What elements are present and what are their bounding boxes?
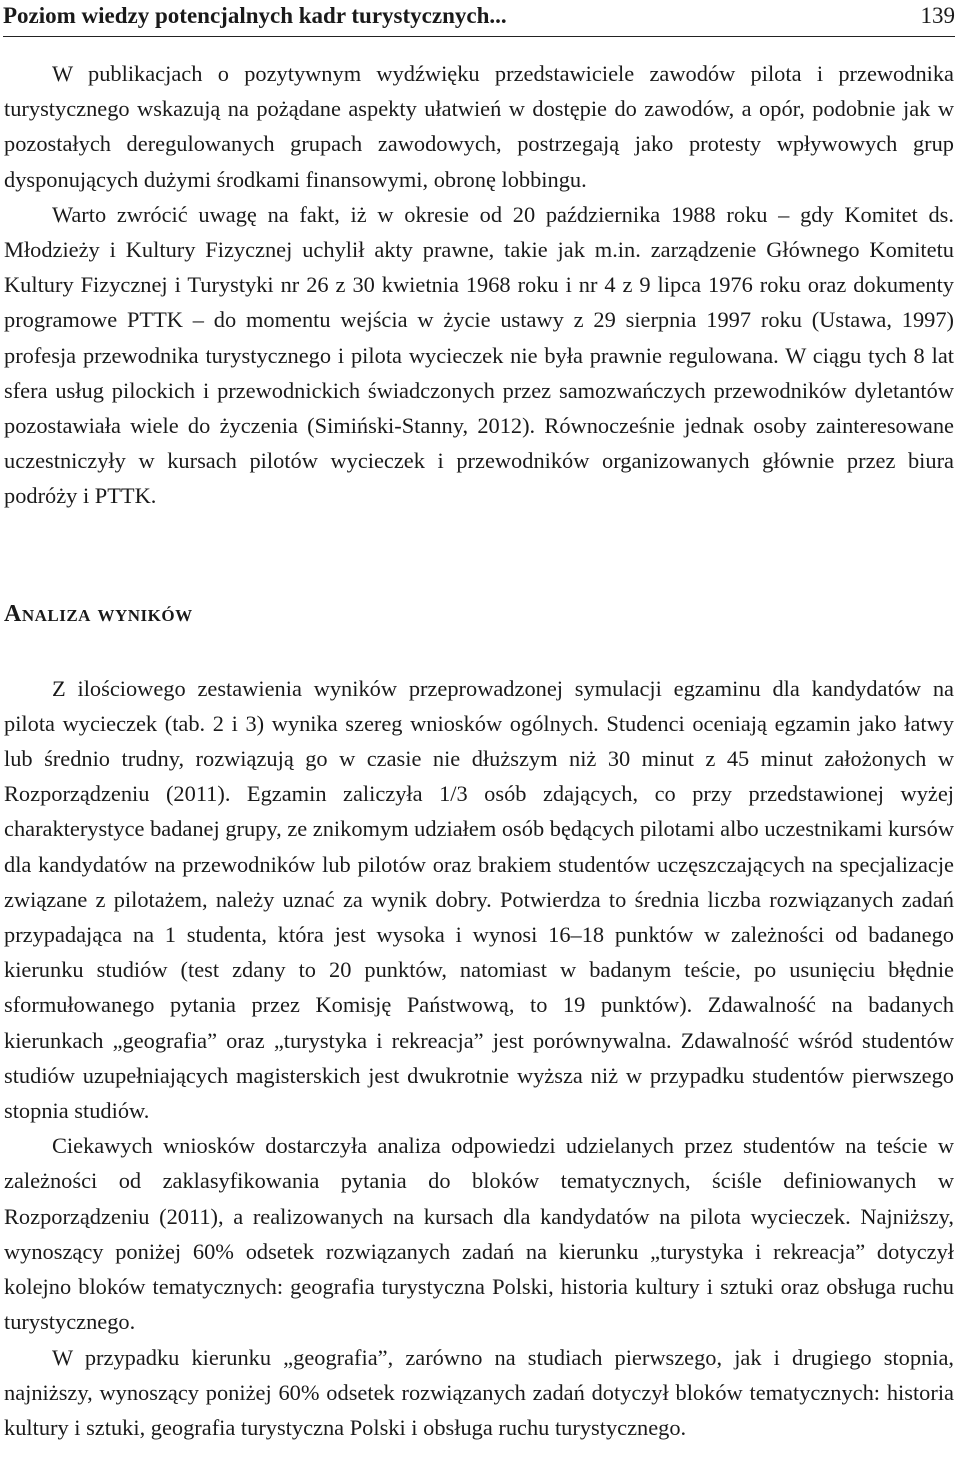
page-body xyxy=(4,56,954,1445)
page-number: 139 xyxy=(920,3,955,28)
paragraph: Ciekawych wniosków dostarczyła analiza odpowiedzi udzielanych przez studentów na teście w zależności od zaklasyfikowania pytania do bloków tematycznych, ściśle definiowanych w Rozporządzeniu (2011), a realizowanych na kursach dla kandydatów na pilota wycieczek. Najniższy, wynoszący poniżej 60% odsetek rozwiązanych zadań na kierunku „turystyka i rekreacja” dotyczył kolejno bloków tematycznych: geografia turystyczna Polski, historia kultury i sztuki oraz obsługa ruchu turystycznego. xyxy=(4,1133,954,1335)
running-head-title: Poziom wiedzy potencjalnych kadr turystycznych... xyxy=(3,3,507,28)
paragraph: W publikacjach o pozytywnym wydźwięku przedstawiciele zawodów pilota i przewodnika turystycznego wskazują na pożądane aspekty ułatwień w dostępie do zawodów, a opór, podobnie jak w pozostałych deregulowanych grupach zawodowych, postrzegają jako protesty wpływowych grup dysponujących dużymi środkami finansowymi, obronę lobbingu. xyxy=(4,61,954,192)
running-head xyxy=(3,2,955,37)
paragraph: Warto zwrócić uwagę na fakt, iż w okresie od 20 października 1988 roku – gdy Komitet ds. Młodzieży i Kultury Fizycznej uchylił akty prawne, takie jak m.in. zarządzenie Głównego Komitetu Kultury Fizycznej i Turystyki nr 26 z 30 kwietnia 1968 roku i nr 4 z 9 lipca 1976 roku oraz dokumenty programowe PTTK – do momentu wejścia w życie ustawy z 29 sierpnia 1997 roku (Ustawa, 1997) profesja przewodnika turystycznego i pilota wycieczek nie była prawnie regulowana. W ciągu tych 8 lat sfera usług pilockich i przewodnickich świadczonych przez samozwańczych przewodników dyletantów pozostawiała wiele do życzenia (Simiński-Stanny, 2012). Równocześnie jednak osoby zainteresowane uczestniczyły w kursach pilotów wycieczek i przewodników organizowanych głównie przez biura podróży i PTTK. xyxy=(4,201,954,509)
paragraph: W przypadku kierunku „geografia”, zarówno na studiach pierwszego, jak i drugiego stopnia, najniższy, wynoszący poniżej 60% odsetek rozwiązanych zadań dotyczył bloków tematycznych: historia kultury i sztuki, geografia turystyczna Polski i obsługa ruchu turystycznego. xyxy=(4,1344,954,1440)
section-heading: Analiza wyników xyxy=(4,600,193,627)
paragraph: Z ilościowego zestawienia wyników przeprowadzonej symulacji egzaminu dla kandydatów na pilota wycieczek (tab. 2 i 3) wynika szereg wniosków ogólnych. Studenci oceniają egzamin jako łatwy lub średnio trudny, rozwiązują go w czasie nie dłuższym niż 30 minut z 45 minut założonych w Rozporządzeniu (2011). Egzamin zaliczyła 1/3 osób zdających, co przy przedstawionej wyżej charakterystyce badanej grupy, ze znikomym udziałem osób będących pilotami albo uczestnikami kursów dla kandydatów na przewodników lub pilotów oraz brakiem studentów uczęszczających na specjalizacje związane z pilotażem, należy uznać za wynik dobry. Potwierdza to średnia liczba rozwiązanych zadań przypadająca na 1 studenta, która jest wysoka i wynosi 16–18 punktów w zależności od badanego kierunku studiów (test zdany to 20 punktów, natomiast w badanym teście, po usunięciu błędnie sformułowanego pytania przez Komisję Państwową, to 19 punktów). Zdawalność na badanych kierunkach „geografia” oraz „turystyka i rekreacja” jest porównywalna. Zdawalność wśród studentów studiów uzupełniających magisterskich jest dwukrotnie wyższa niż w przypadku studentów pierwszego stopnia studiów. xyxy=(4,675,954,1124)
